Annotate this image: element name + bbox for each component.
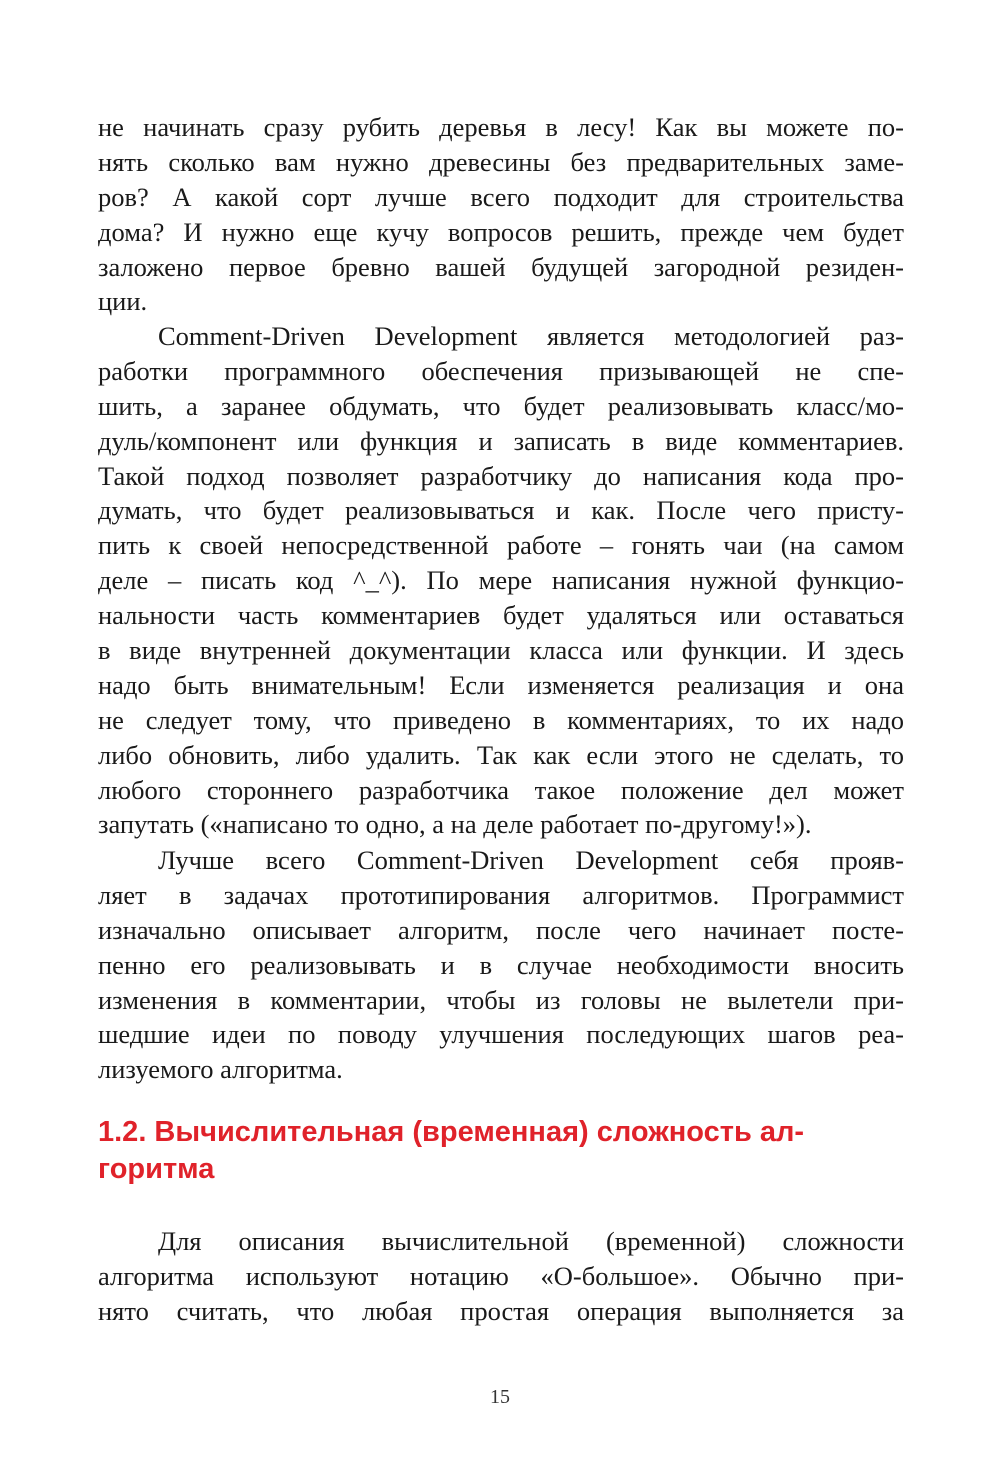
text-line: либо обновить, либо удалить. Так как если этого не сделать, то [98,739,904,770]
text-line: думать, что будет реализовываться и как. После чего присту- [98,495,904,526]
text-line: запутать («написано то одно, а на деле работает по-другому!»). [98,809,812,840]
text-line: Для описания вычислительной (временной) сложности [158,1226,904,1256]
paragraph-3 [98,843,904,1087]
text-line: ров? А какой сорт лучше всего подходит для строительства [98,181,904,212]
text-line: не следует тому, что приведено в комментариях, то их надо [98,704,904,735]
paragraph-2 [98,319,904,842]
text-line: изначально описывает алгоритм, после чего начинает посте- [98,914,904,945]
text-line: нальности часть комментариев будет удаляться или оставаться [98,600,904,631]
text-line: шедшие идеи по поводу улучшения последующих шагов реа- [98,1019,904,1050]
page-number: 15 [490,1386,510,1408]
text-line: дома? И нужно еще кучу вопросов решить, прежде чем будет [98,216,904,247]
text-line: ляет в задачах прототипирования алгоритмов. Программист [98,879,904,910]
paragraph-4 [98,1224,904,1329]
text-line: шить, а заранее обдумать, что будет реализовывать класс/мо- [98,390,904,421]
text-line: Лучше всего Comment-Driven Development себя прояв- [158,845,904,875]
text-line: Такой подход позволяет разработчику до написания кода про- [98,460,904,491]
text-line: деле – писать код ^_^). По мере написания нужной функцио- [98,565,904,596]
text-line: нято считать, что любая простая операция выполняется за [98,1295,904,1326]
text-line: дуль/компонент или функция и записать в виде комментариев. [98,425,904,456]
text-line: не начинать сразу рубить деревья в лесу! Как вы можете по- [98,112,904,142]
text-line: ции. [98,286,148,317]
paragraph-1 [98,110,904,319]
heading-line: 1.2. Вычислительная (временная) сложность ал- [98,1116,805,1148]
text-line: нять сколько вам нужно древесины без предварительных заме- [98,146,904,177]
text-line: надо быть внимательным! Если изменяется реализация и она [98,669,904,700]
text-line: алгоритма используют нотацию «О-большое». Обычно при- [98,1260,904,1291]
section-heading [98,1114,904,1188]
text-line: работки программного обеспечения призывающей не спе- [98,355,904,386]
text-line: изменения в комментарии, чтобы из головы не вылетели при- [98,984,904,1015]
text-line: лизуемого алгоритма. [98,1054,343,1085]
text-line: Comment-Driven Development является методологией раз- [158,321,904,351]
text-line: пенно его реализовывать и в случае необходимости вносить [98,949,904,980]
heading-line: горитма [98,1153,215,1185]
text-line: заложено первое бревно вашей будущей загородной резиден- [98,251,904,282]
text-line: в виде внутренней документации класса или функции. И здесь [98,635,904,666]
text-line: любого стороннего разработчика такое положение дел может [98,774,904,805]
text-line: пить к своей непосредственной работе – гонять чаи (на самом [98,530,904,561]
